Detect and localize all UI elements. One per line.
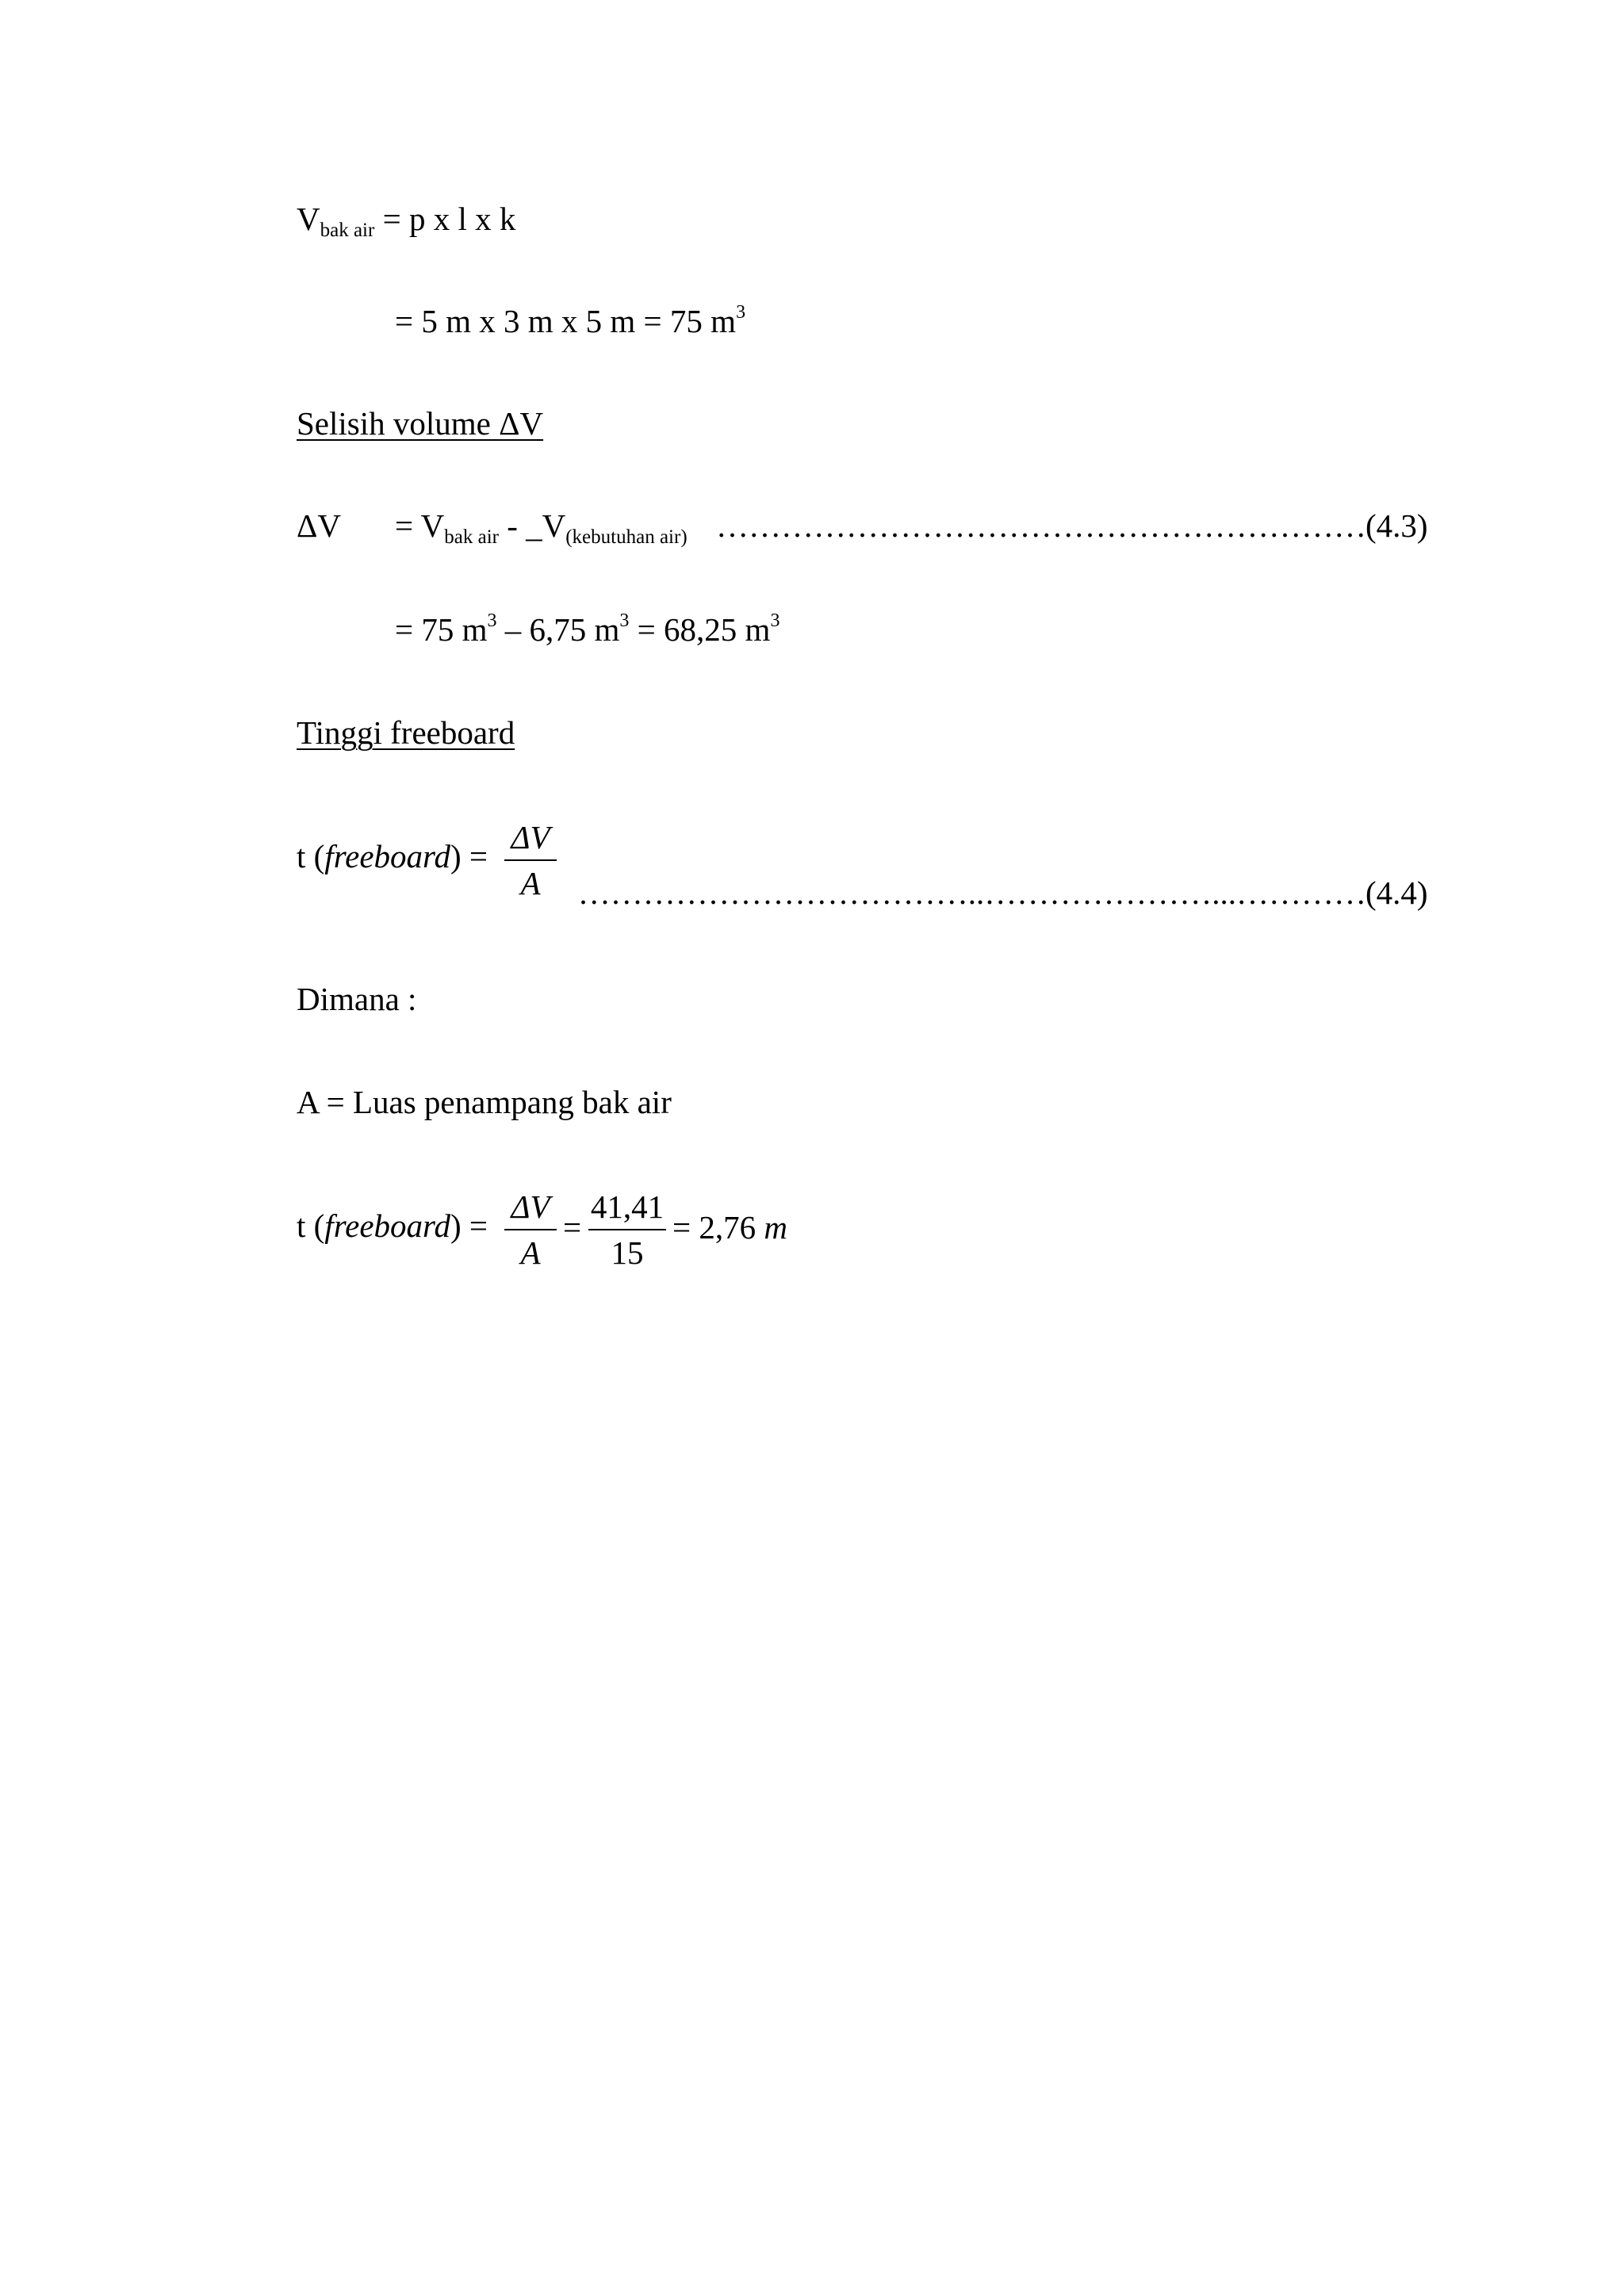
t-prefix: t ( (297, 1207, 325, 1244)
heading-volume-difference: Selisih volume ΔV (297, 405, 544, 442)
equation-4-4-number: (4.4) (1365, 874, 1428, 911)
volume-calculation-exponent: 3 (736, 302, 746, 323)
final-result (672, 1211, 787, 1244)
equation-4-3-lhs: ΔV (297, 507, 341, 544)
volume-subscript: bak air (320, 220, 375, 241)
final-equation-lhs (297, 1207, 488, 1244)
fraction-denominator: 15 (611, 1234, 644, 1271)
volume-formula-rhs: = p x l x k (382, 201, 516, 237)
calc-exponent-3: 3 (770, 610, 780, 631)
fraction-bar (588, 1229, 666, 1230)
result-unit: m (764, 1209, 787, 1246)
equation-4-3-v: = V (395, 507, 445, 544)
where-label: Dimana : (297, 981, 417, 1017)
fraction-bar (504, 859, 557, 861)
definition-area: A = Luas penampang bak air (297, 1084, 672, 1120)
calc-exponent-1: 3 (487, 610, 497, 631)
equation-4-3-subscript-bak: bak air (444, 526, 499, 548)
calc-exponent-2: 3 (619, 610, 630, 631)
equation-4-3-rhs (395, 507, 688, 548)
calc-term-3: = 68,25 m (629, 611, 771, 648)
equation-4-4-leader-dots: ………………………………..…………………...………… (577, 877, 1366, 909)
equation-4-3-minus: - _V (498, 507, 566, 544)
volume-calculation (395, 302, 746, 339)
equals-sign: = (672, 1209, 691, 1246)
fraction-numerator: 41,41 (590, 1188, 665, 1225)
t-suffix: ) = (450, 838, 488, 874)
fraction-numerator: ΔV (511, 819, 550, 855)
equation-4-3-subscript-kebutuhan: (kebutuhan air) (565, 526, 688, 548)
freeboard-italic: freeboard (324, 1207, 450, 1244)
equation-4-3-leader-dots: …………………………………………………… (716, 510, 1366, 542)
calc-term-1: = 75 m (395, 611, 488, 648)
fraction-denominator: A (520, 865, 541, 901)
fraction-denominator: A (520, 1234, 541, 1271)
volume-formula (297, 201, 516, 241)
volume-symbol: V (297, 201, 320, 237)
final-fraction-values (588, 1188, 666, 1271)
equation-4-4-lhs (297, 840, 488, 873)
final-fraction-delta-v-over-a (504, 1188, 557, 1271)
calc-term-2: – 6,75 m (496, 611, 620, 648)
fraction-bar (504, 1229, 557, 1230)
volume-difference-calculation (395, 610, 780, 648)
equation-4-4-fraction (504, 821, 557, 901)
result-value: 2,76 (699, 1209, 756, 1246)
volume-calculation-text: = 5 m x 3 m x 5 m = 75 m (395, 303, 737, 339)
heading-freeboard-height: Tinggi freeboard (297, 714, 515, 751)
equals-sign: = (563, 1209, 582, 1246)
t-suffix: ) = (450, 1207, 488, 1244)
fraction-numerator: ΔV (511, 1188, 550, 1225)
t-prefix: t ( (297, 838, 325, 874)
freeboard-italic: freeboard (324, 838, 450, 874)
equation-4-3-number: (4.3) (1365, 507, 1428, 544)
